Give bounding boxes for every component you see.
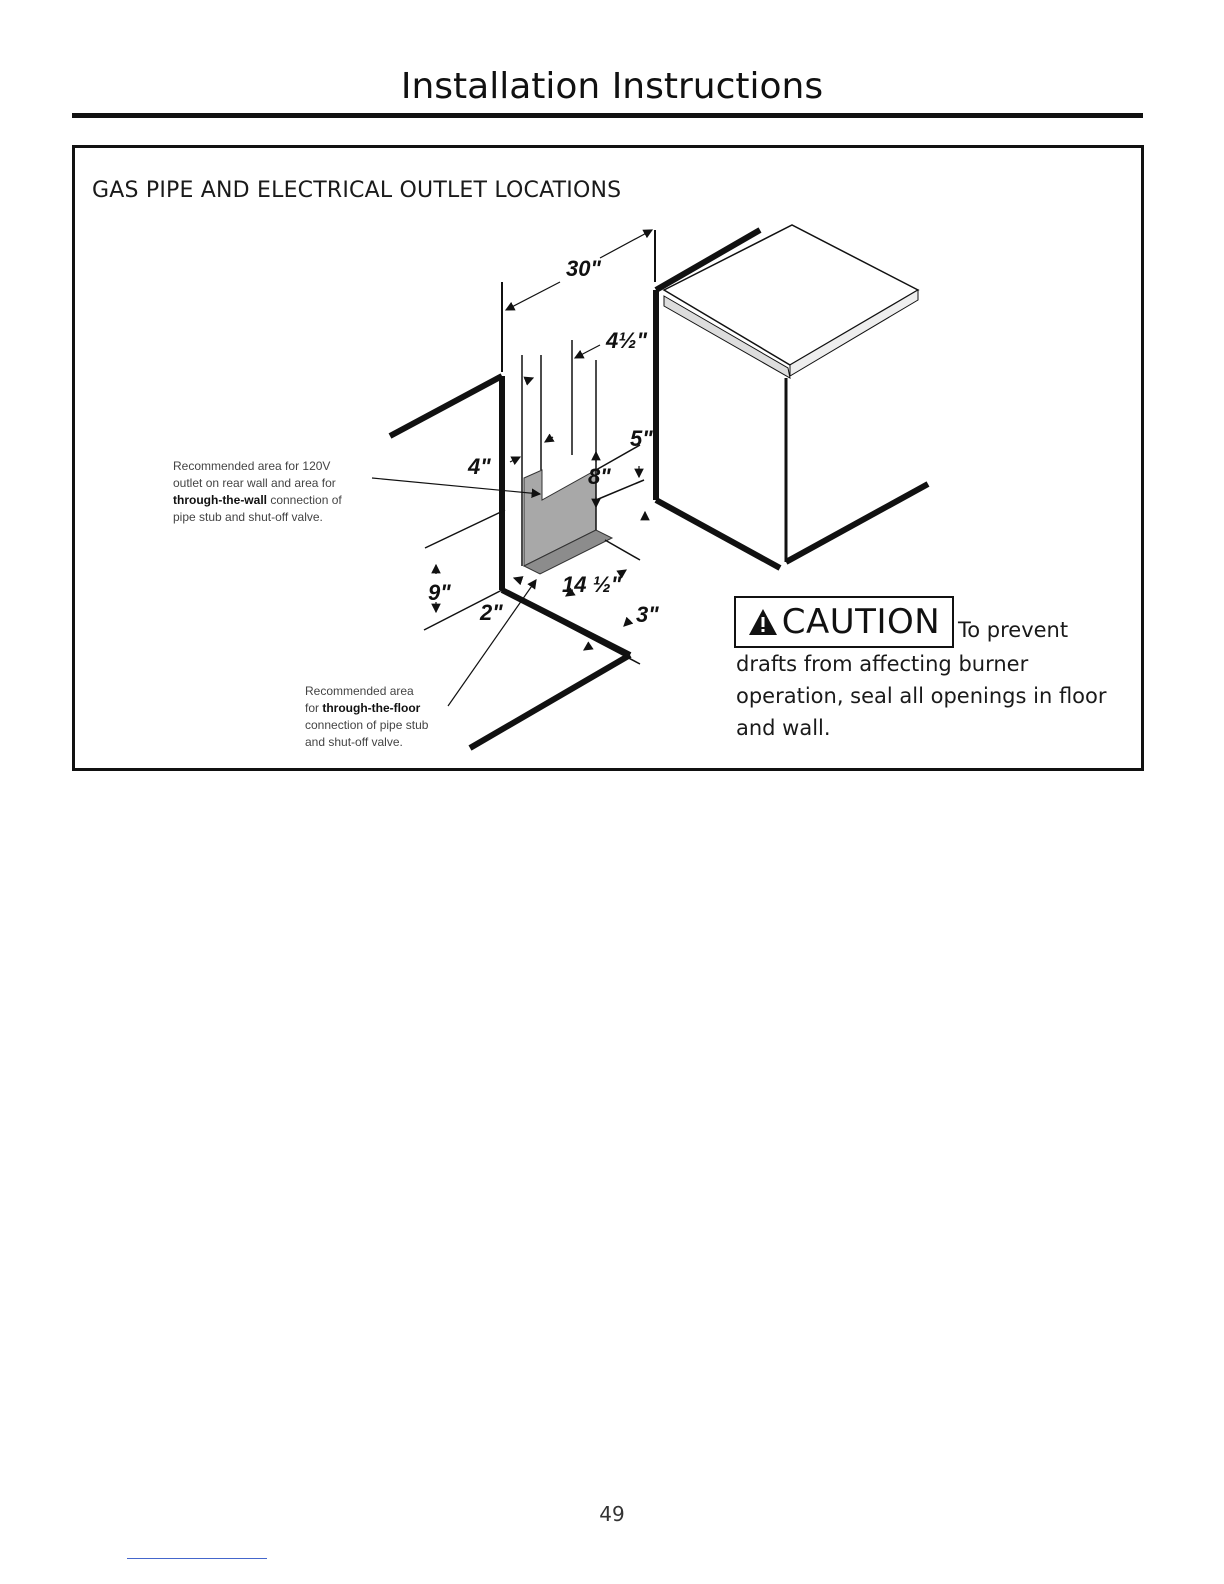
dim-height-bottom: 9" xyxy=(428,580,451,605)
dim-width: 30" xyxy=(566,256,601,281)
dim-floor-depth: 3" xyxy=(636,602,659,627)
page-number: 49 xyxy=(599,1502,625,1526)
dim-depth-area: 14 ½" xyxy=(562,572,622,597)
callout-floor: Recommended area for through-the-floor connection of pipe stub and shut-off valve. xyxy=(305,684,429,749)
caution-lead-text: To prevent xyxy=(958,618,1069,642)
cabinet xyxy=(664,225,928,562)
dim-top-gap: 5" xyxy=(630,426,653,451)
dim-left-gap: 4" xyxy=(468,454,491,479)
callout-wall: Recommended area for 120V outlet on rear wall and area for through-the-wall connection of pipe stub and shut-off valve. xyxy=(173,459,342,524)
dim-offset-side: 4½" xyxy=(606,328,648,353)
caution-word: CAUTION xyxy=(781,602,941,642)
caution-label xyxy=(734,596,954,648)
dim-floor-front: 2" xyxy=(480,600,503,625)
footer-rule xyxy=(127,1558,267,1559)
section-heading: GAS PIPE AND ELECTRICAL OUTLET LOCATIONS xyxy=(92,178,622,203)
page-title: Installation Instructions xyxy=(400,66,824,107)
caution-body-text: drafts from affecting burner operation, seal all openings in floor and wall. xyxy=(736,652,1107,740)
warning-triangle-icon xyxy=(748,608,778,636)
dim-height-area: 8" xyxy=(588,464,611,489)
